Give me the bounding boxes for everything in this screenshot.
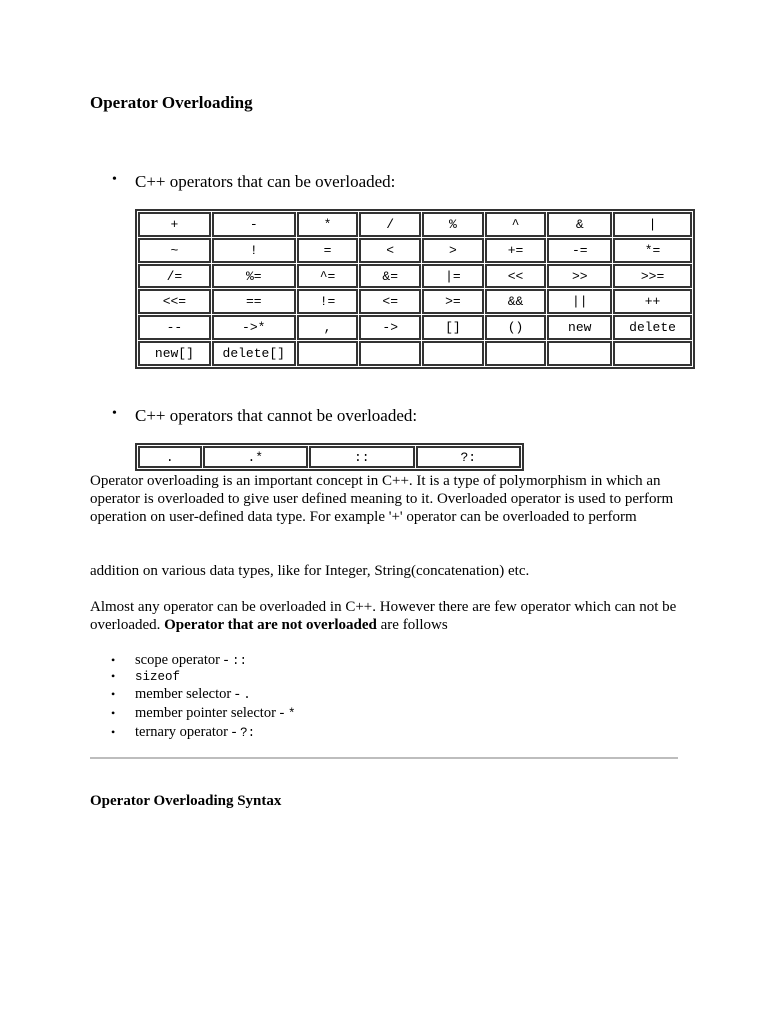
section-subtitle: Operator Overloading Syntax [90, 793, 282, 809]
table-row [138, 289, 692, 314]
table-cell: -- [138, 315, 211, 340]
table-cell: |= [422, 264, 484, 289]
table-cell: > [422, 238, 484, 263]
table-cell: - [212, 212, 296, 237]
table-cell: ^ [485, 212, 547, 237]
table-cell: , [297, 315, 359, 340]
table-cell: + [138, 212, 211, 237]
non-overloadable-heading: C++ operators that cannot be overloaded: [135, 406, 418, 425]
non-overloadable-heading-item [112, 406, 417, 426]
table-cell: ! [212, 238, 296, 263]
table-cell: . [138, 446, 202, 468]
exceptions-text: Almost any operator can be overloaded in C++. However there are few operator which can not be overloaded. [90, 599, 677, 633]
bullet-icon: • [112, 406, 117, 421]
table-cell [547, 341, 612, 366]
continuation-paragraph: addition on various data types, like for Integer, String(concatenation) etc. [90, 563, 530, 579]
table-cell: /= [138, 264, 211, 289]
page-title: Operator Overloading [90, 93, 253, 112]
table-cell: * [297, 212, 359, 237]
table-cell: += [485, 238, 547, 263]
table-cell: [] [422, 315, 484, 340]
table-cell [613, 341, 692, 366]
exceptions-tail: are follows [380, 617, 448, 633]
table-cell: delete[] [212, 341, 296, 366]
table-cell: >> [547, 264, 612, 289]
table-cell: *= [613, 238, 692, 263]
table-cell: <= [359, 289, 421, 314]
table-cell: <<= [138, 289, 211, 314]
table-cell: != [297, 289, 359, 314]
table-cell: >= [422, 289, 484, 314]
table-row [138, 238, 692, 263]
table-cell [485, 341, 547, 366]
table-cell: ~ [138, 238, 211, 263]
table-cell: ++ [613, 289, 692, 314]
overloadable-heading: C++ operators that can be overloaded: [135, 172, 396, 191]
list-item: • scope operator - :: [90, 652, 296, 668]
intro-paragraph: Operator overloading is an important concept in C++. It is a type of polymorphism in which an operator is overloaded to give user defined meaning to it. Overloaded operator is used to perform operation on user-defined data type. For example '+' operator can be overloaded to perform [90, 473, 674, 525]
table-row [138, 446, 521, 468]
table-row [138, 315, 692, 340]
section-divider [90, 757, 678, 759]
exceptions-paragraph [90, 598, 690, 634]
overloadable-heading-item [112, 172, 395, 192]
table-cell: << [485, 264, 547, 289]
exceptions-bold: Operator that are not overloaded [164, 617, 377, 633]
table-cell: delete [613, 315, 692, 340]
table-cell: ^= [297, 264, 359, 289]
table-cell: &= [359, 264, 421, 289]
list-item: • member pointer selector - * [90, 705, 296, 724]
table-cell: new[] [138, 341, 211, 366]
table-cell: % [422, 212, 484, 237]
table-cell: & [547, 212, 612, 237]
overloadable-operators-table [135, 209, 695, 369]
table-cell: () [485, 315, 547, 340]
table-cell: ?: [416, 446, 522, 468]
table-cell: ->* [212, 315, 296, 340]
table-cell [422, 341, 484, 366]
table-cell: -= [547, 238, 612, 263]
table-cell: >>= [613, 264, 692, 289]
table-row [138, 341, 692, 366]
table-row [138, 264, 692, 289]
list-item: • member selector - . [90, 686, 296, 705]
table-cell: && [485, 289, 547, 314]
bullet-icon: • [112, 172, 117, 187]
table-cell: = [297, 238, 359, 263]
table-cell: new [547, 315, 612, 340]
table-cell: %= [212, 264, 296, 289]
table-row [138, 212, 692, 237]
table-cell: == [212, 289, 296, 314]
table-cell: | [613, 212, 692, 237]
table-cell: < [359, 238, 421, 263]
table-cell: :: [309, 446, 414, 468]
exceptions-list [90, 652, 296, 743]
table-cell [359, 341, 421, 366]
table-cell: || [547, 289, 612, 314]
list-item: • sizeof [90, 668, 296, 686]
table-cell: -> [359, 315, 421, 340]
list-item: • ternary operator - ?: [90, 724, 296, 743]
table-cell: / [359, 212, 421, 237]
table-cell: .* [203, 446, 308, 468]
table-cell [297, 341, 359, 366]
non-overloadable-operators-table [135, 443, 524, 471]
